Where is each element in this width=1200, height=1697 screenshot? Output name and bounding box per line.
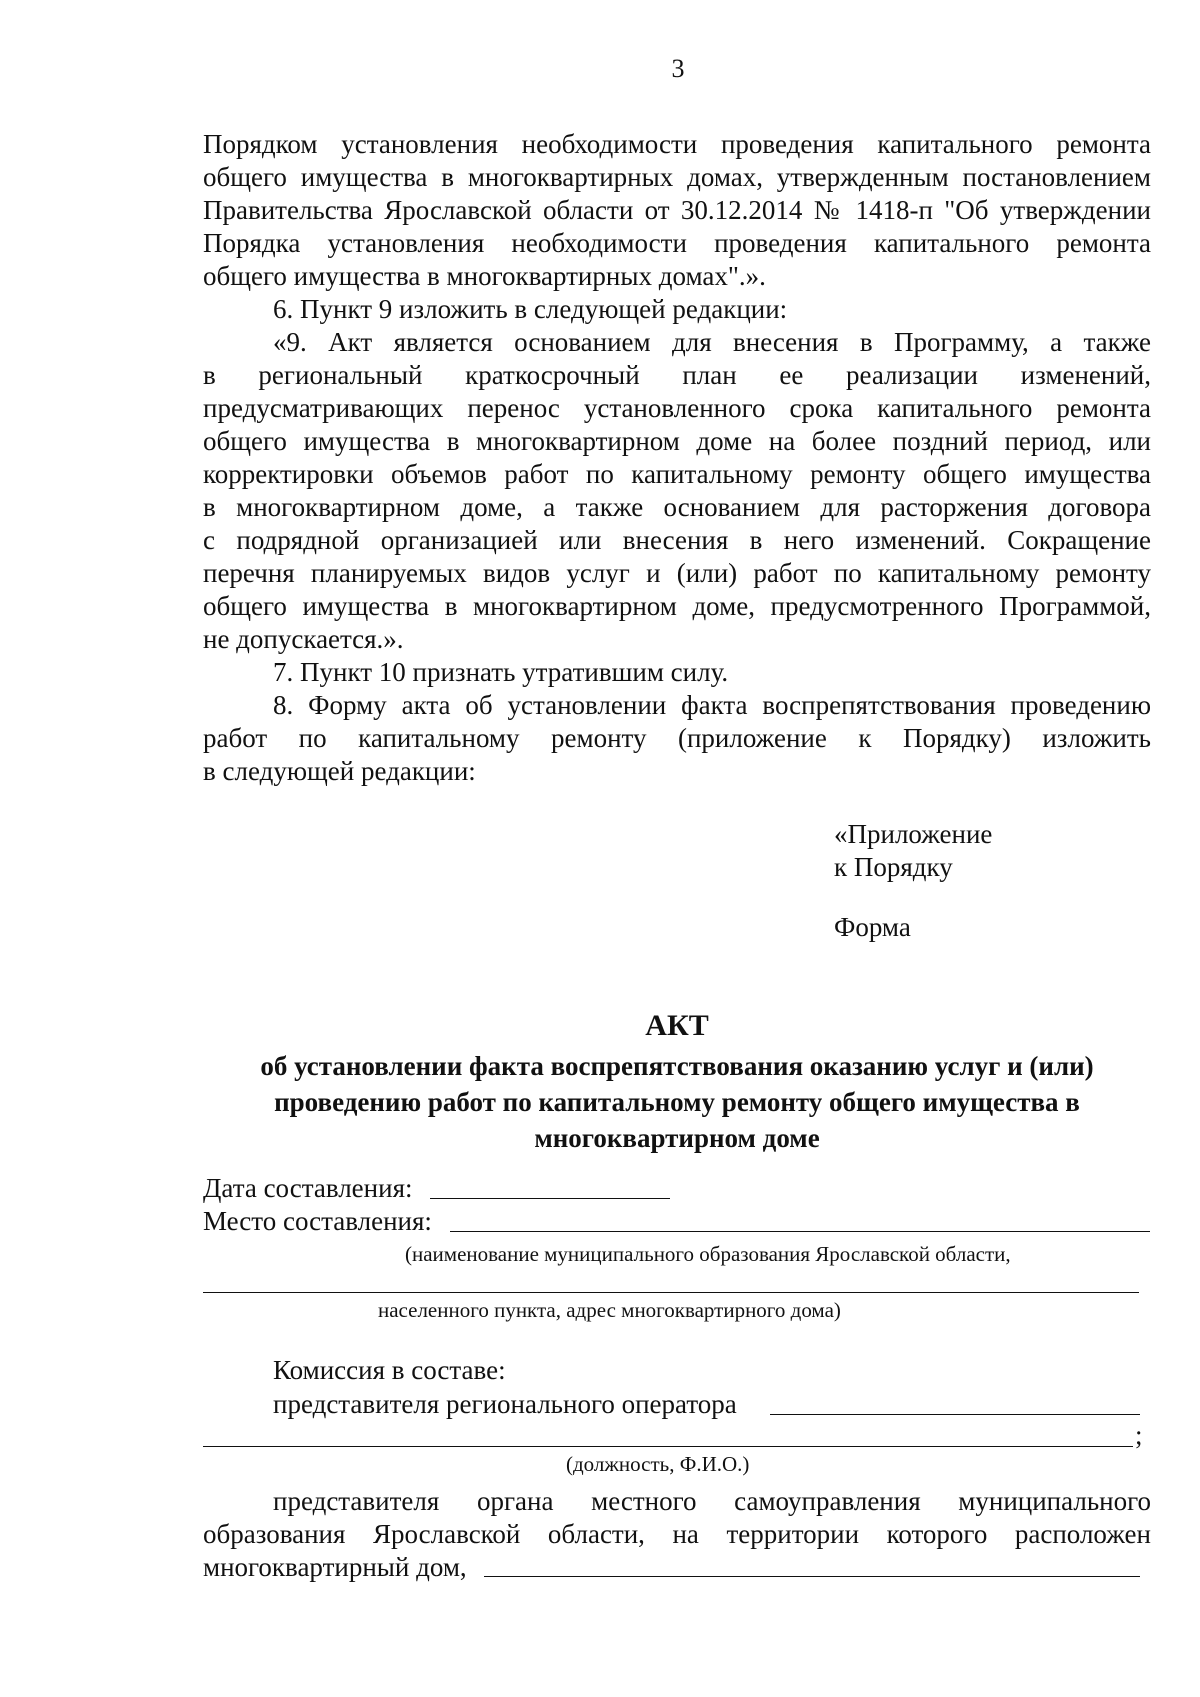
place-note: населенного пункта, адрес многоквартирного дома) [378,1298,841,1322]
date-blank[interactable] [430,1198,670,1199]
body-line: 8. Форму акта об установлении факта воспрепятствования проведению [273,690,1151,720]
paragraph-item-7: 7. Пункт 10 признать утратившим силу. [273,657,729,687]
act-subtitle-line: многоквартирном доме [534,1123,820,1153]
body-line: образования Ярославской области, на территории которого расположен [203,1519,1151,1549]
body-line: в региональный краткосрочный план ее реализации изменений, [203,360,1151,390]
lsg-paragraph [203,1485,1151,1584]
body-line: общего имущества в многоквартирном доме на более поздний период, или [203,426,1151,456]
commission-label: Комиссия в составе: [273,1355,506,1385]
body-line: Правительства Ярославской области от 30.12.2014 № 1418-п "Об утверждении [203,195,1151,225]
paragraph-item-6: 6. Пункт 9 изложить в следующей редакции: [273,294,788,324]
appendix-header [834,818,992,884]
body-line: перечня планируемых видов услуг и (или) работ по капитальному ремонту [203,558,1151,588]
act-title: АКТ [645,1009,709,1042]
body-line: общего имущества в многоквартирных домах".». [203,261,766,291]
regop-label: представителя регионального оператора [273,1389,737,1419]
body-line: «9. Акт является основанием для внесения в Программу, а также [273,327,1151,357]
body-line: Порядка установления необходимости проведения капитального ремонта [203,228,1151,258]
place-note: (наименование муниципального образования Ярославской области, [405,1242,1011,1266]
act-subtitle-line: об установлении факта воспрепятствования оказанию услуг и (или) [260,1051,1094,1081]
body-line: представителя органа местного самоуправления муниципального [273,1486,1151,1516]
form-label: Форма [834,912,911,942]
body-line: общего имущества в многоквартирном доме, предусмотренного Программой, [203,591,1151,621]
act-heading [203,1008,1151,1156]
body-line: многоквартирный дом, [203,1552,467,1582]
position-note: (должность, Ф.И.О.) [566,1452,750,1476]
place-blank[interactable] [450,1231,1150,1232]
body-line: с подрядной организацией или внесения в него изменений. Сокращение [203,525,1151,555]
place-label: Место составления: [203,1206,432,1236]
body-line: предусматривающих перенос установленного срока капитального ремонта [203,393,1151,423]
body-line: Порядком установления необходимости проведения капитального ремонта [203,129,1151,159]
document-body [203,128,1151,788]
body-line: корректировки объемов работ по капитальному ремонту общего имущества [203,459,1151,489]
body-line: работ по капитальному ремонту (приложение к Порядку) изложить [203,723,1151,753]
appendix-line: «Приложение [834,819,993,849]
body-line: общего имущества в многоквартирных домах, утвержденным постановлением [203,162,1151,192]
appendix-line: к Порядку [834,852,953,882]
semicolon: ; [1135,1420,1143,1450]
regop-blank-2[interactable] [203,1446,1133,1447]
page-number: 3 [671,54,685,83]
regop-blank[interactable] [770,1414,1140,1415]
body-line: в следующей редакции: [203,756,476,786]
lsg-blank[interactable] [484,1576,1140,1577]
body-line: в многоквартирном доме, а также основанием для расторжения договора [203,492,1151,522]
place-blank-2[interactable] [203,1292,1139,1293]
act-subtitle-line: проведению работ по капитальному ремонту общего имущества в [274,1087,1080,1117]
body-line: не допускается.». [203,624,404,654]
date-label: Дата составления: [203,1173,413,1203]
